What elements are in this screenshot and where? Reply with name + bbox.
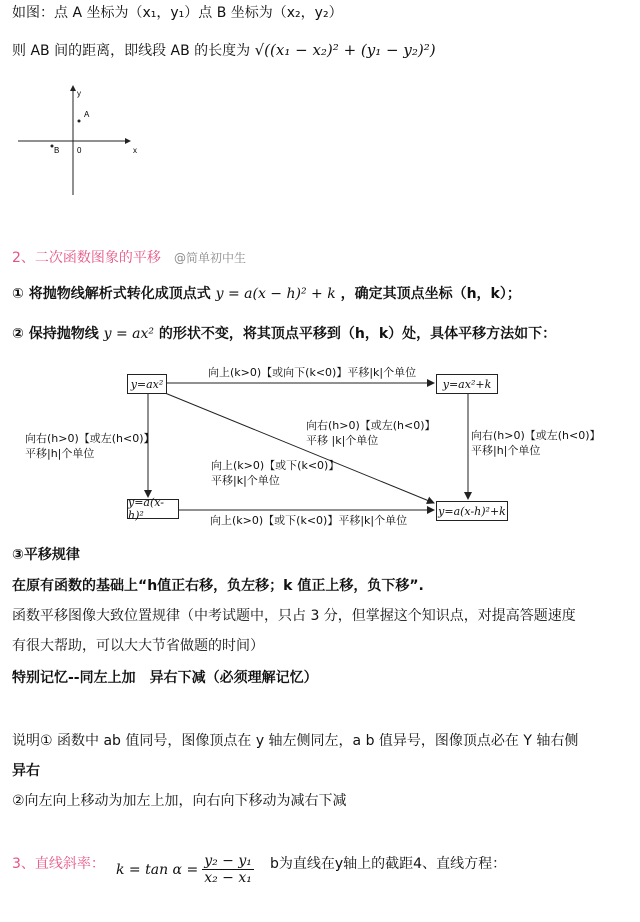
label-diagonal-2: 平移 |k|个单位 (306, 434, 379, 447)
step-1 (12, 283, 521, 303)
origin-label: 0 (77, 146, 82, 155)
label-right-arrow-2: 平移|h|个单位 (471, 444, 541, 457)
y-axis-label: y (77, 89, 81, 98)
note-1-line-2: 异右 (12, 763, 40, 779)
vertex-form-formula: y = a(x − h)² + k (215, 286, 336, 302)
rules-line: 在原有函数的基础上“h值正右移，负左移；k 值正上移，负下移”. (12, 578, 424, 594)
note-2: ②向左向上移动为加左上加，向右向下移动为减右下减 (12, 793, 347, 809)
slope-formula-lhs: k = tan α = (116, 861, 199, 878)
label-left-arrow-1: 向右(h>0)【或左(h<0)】 (25, 432, 155, 445)
label-diagonal-3: 向上(k>0)【或下(k<0)】 (211, 459, 340, 472)
section-2-title: 2、二次函数图象的平移 (12, 250, 161, 266)
section-3-title: 3、直线斜率： (12, 856, 105, 872)
point-a (78, 120, 81, 123)
note-1-line-1: 说明① 函数中 ab 值同号，图像顶点在 y 轴左侧同左，a b 值异号，图像顶点必在 Y 轴右侧 (12, 733, 579, 749)
slope-numerator: y₂ − y₁ (204, 853, 252, 869)
label-right-arrow-1: 向右(h>0)【或左(h<0)】 (471, 429, 601, 442)
watermark: @简单初中生 (174, 251, 247, 265)
distance-formula: √((x₁ − x₂)² + (y₁ − y₂)²) (254, 41, 436, 59)
label-diagonal-1: 向右(h>0)【或左(h<0)】 (306, 419, 436, 432)
rules-paragraph-1: 函数平移图像大致位置规律（中考试题中，只占 3 分，但掌握这个知识点，对提高答题速度 (12, 608, 576, 624)
step-2-text: ② 保持抛物线 (12, 326, 99, 342)
slope-denominator: x₂ − x₁ (204, 870, 252, 886)
coordinate-figure (0, 78, 160, 208)
label-bottom-arrow: 向上(k>0)【或下(k<0)】平移|k|个单位 (210, 514, 408, 527)
point-a-label: A (84, 110, 90, 119)
slope-fraction (202, 853, 254, 886)
label-top-arrow: 向上(k>0)【或向下(k<0)】平移|k|个单位 (208, 366, 417, 379)
intro-line-2-text: 则 AB 间的距离，即线段 AB 的长度为 (12, 43, 251, 59)
x-axis-label: x (133, 146, 137, 155)
point-b-label: B (54, 146, 60, 155)
step-2 (12, 323, 556, 343)
step-2-suffix: 的形状不变，将其顶点平移到（h，k）处，具体平移方法如下： (158, 326, 557, 342)
label-diagonal-4: 平移|k|个单位 (211, 474, 280, 487)
intro-line-1: 如图：点 A 坐标为（x₁，y₁）点 B 坐标为（x₂，y₂） (12, 5, 343, 21)
step-1-suffix: ，确定其顶点坐标（h，k）； (340, 286, 521, 302)
box-vertical-shift: y=ax²+k (436, 374, 498, 394)
rules-title: ③平移规律 (12, 547, 80, 563)
arrow-diagonal (165, 393, 434, 503)
box-vertex-form: y=a(x-h)²+k (436, 501, 508, 521)
intro-line-2 (12, 40, 436, 60)
memory-tip: 特别记忆--同左上加 异右下减（必须理解记忆） (12, 670, 318, 686)
slope-formula (116, 853, 254, 886)
box-horizontal-shift: y=a(x-h)² (127, 499, 179, 519)
parabola-formula: y = ax² (103, 326, 155, 342)
box-base-parabola: y=ax² (127, 374, 167, 394)
step-1-text: ① 将抛物线解析式转化成顶点式 (12, 286, 211, 302)
section-3-tail: b为直线在y轴上的截距4、直线方程： (270, 856, 507, 872)
section-2-heading (12, 247, 246, 267)
label-left-arrow-2: 平移|h|个单位 (25, 447, 95, 460)
rules-paragraph-2: 有很大帮助，可以大大节省做题的时间） (12, 638, 264, 654)
